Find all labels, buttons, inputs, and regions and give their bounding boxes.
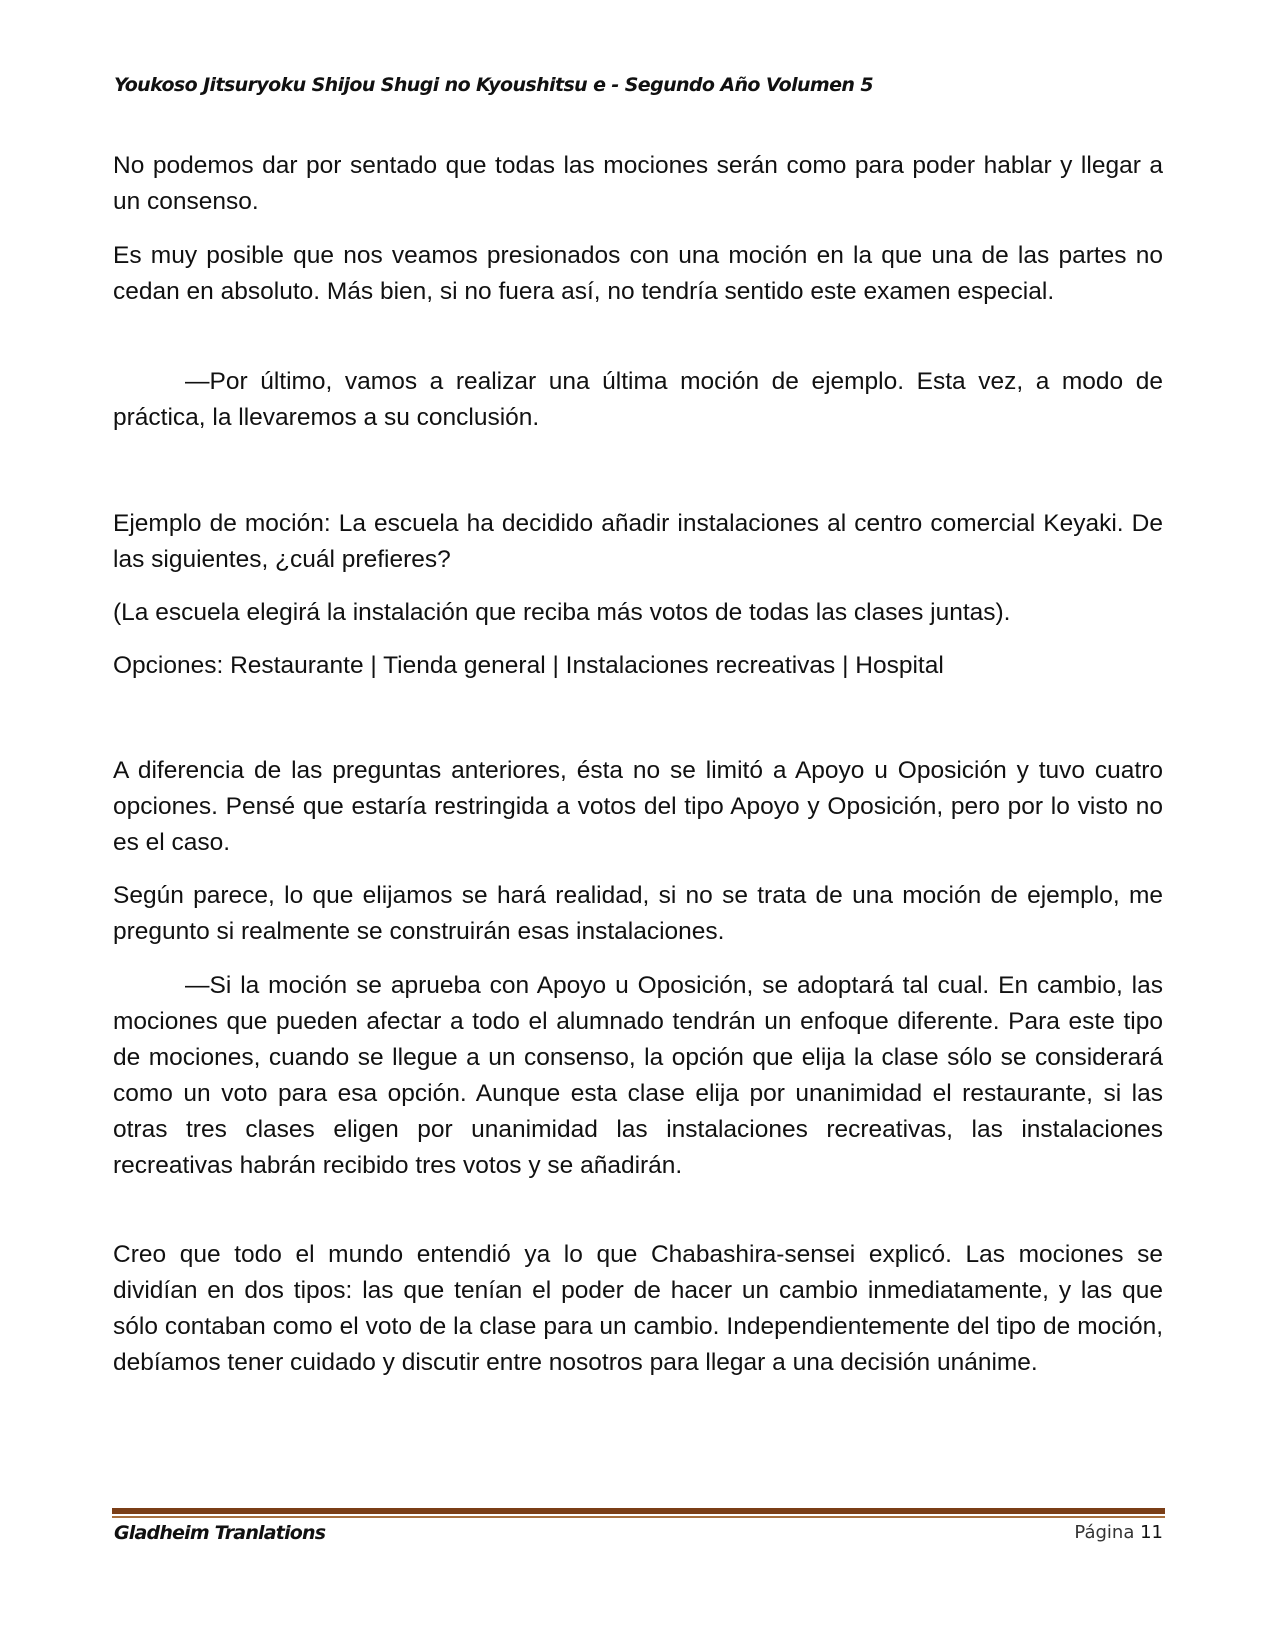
example-motion-paragraph: Ejemplo de moción: La escuela ha decidido añadir instalaciones al centro comercial Keyaki. De las siguientes, ¿cuál prefieres?	[113, 510, 1163, 573]
example-motion-options: Opciones: Restaurante | Tienda general | Instalaciones recreativas | Hospital	[113, 652, 944, 679]
paragraph: A diferencia de las preguntas anteriores, ésta no se limitó a Apoyo u Oposición y tuvo cuatro opciones. Pensé que estaría restringida a votos del tipo Apoyo y Oposición, pero por lo visto no es el caso.	[113, 757, 1163, 856]
paragraph: Creo que todo el mundo entendió ya lo que Chabashira-sensei explicó. Las mociones se dividían en dos tipos: las que tenían el poder de hacer un cambio inmediatamente, y las que sólo contaban como el voto de la clase para un cambio. Independientemente del tipo de moción, debíamos tener cuidado y discutir entre nosotros para llegar a una decisión unánime.	[113, 1241, 1163, 1376]
footer-publisher: Gladheim Tranlations	[114, 1522, 326, 1544]
paragraph: —Si la moción se aprueba con Apoyo u Oposición, se adoptará tal cual. En cambio, las mociones que pueden afectar a todo el alumnado tendrán un enfoque diferente. Para este tipo de mociones, cuando se llegue a un consenso, la opción que elija la clase sólo se considerará como un voto para esa opción. Aunque esta clase elija por unanimidad el restaurante, si las otras tres clases eligen por unanimidad las instalaciones recreativas, las instalaciones recreativas habrán recibido tres votos y se añadirán.	[113, 972, 1163, 1179]
footer-page-number	[1074, 1522, 1163, 1543]
example-motion-note: (La escuela elegirá la instalación que reciba más votos de todas las clases juntas).	[113, 599, 1011, 626]
footer-rule-thin	[112, 1516, 1165, 1518]
running-header-title: Youkoso Jitsuryoku Shijou Shugi no Kyoushitsu e - Segundo Año Volumen 5	[114, 74, 873, 96]
paragraph: —Por último, vamos a realizar una última moción de ejemplo. Esta vez, a modo de práctica, la llevaremos a su conclusión.	[113, 368, 1163, 431]
page-label: Página	[1074, 1522, 1135, 1543]
footer-rule-thick	[112, 1508, 1165, 1514]
page-number: 11	[1140, 1522, 1163, 1543]
paragraph: No podemos dar por sentado que todas las mociones serán como para poder hablar y llegar a un consenso.	[113, 152, 1163, 215]
paragraph: Según parece, lo que elijamos se hará realidad, si no se trata de una moción de ejemplo, me pregunto si realmente se construirán esas instalaciones.	[113, 882, 1163, 945]
paragraph: Es muy posible que nos veamos presionados con una moción en la que una de las partes no cedan en absoluto. Más bien, si no fuera así, no tendría sentido este examen especial.	[113, 242, 1163, 305]
